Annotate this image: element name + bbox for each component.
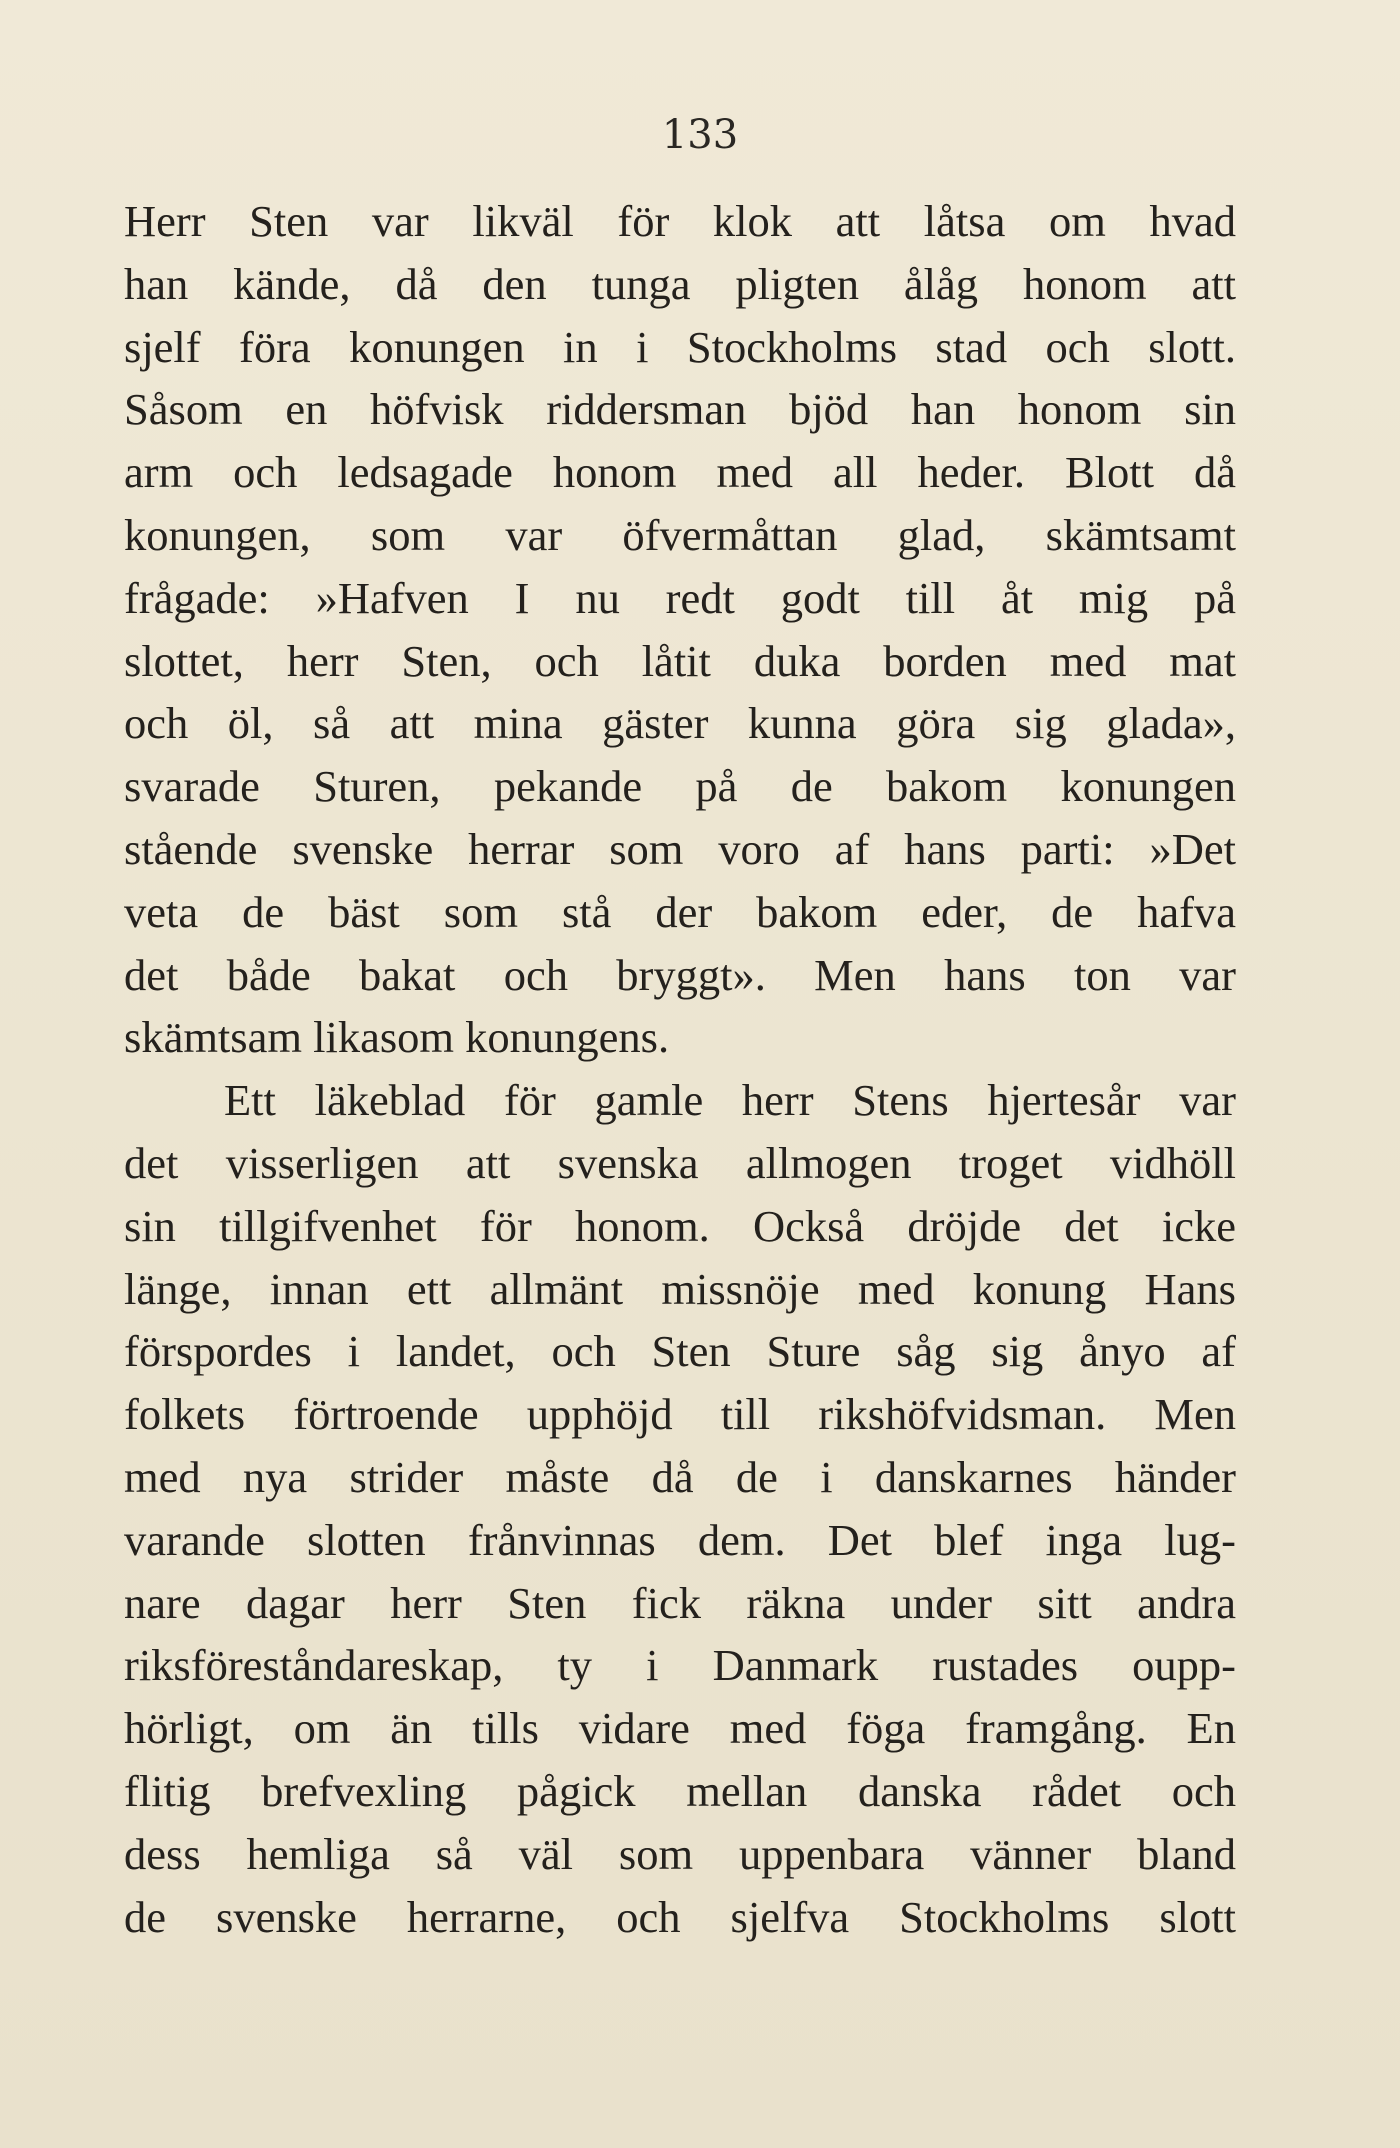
text-line: flitig brefvexling pågick mellan danska rådet och bbox=[124, 1765, 1236, 1816]
text-line: hörligt, om än tills vidare med föga framgång. En bbox=[124, 1703, 1236, 1754]
text-line: folkets förtroende upphöjd till rikshöfvidsman. Men bbox=[124, 1389, 1236, 1440]
text-line: han kände, då den tunga pligten ålåg honom att bbox=[124, 258, 1236, 309]
body-text bbox=[124, 190, 1236, 1948]
text-line: riksföreståndareskap, ty i Danmark rustades oupp- bbox=[124, 1640, 1236, 1691]
page-number: 133 bbox=[661, 112, 739, 158]
text-line: svarade Sturen, pekande på de bakom konungen bbox=[124, 761, 1236, 812]
text-line: arm och ledsagade honom med all heder. Blott då bbox=[124, 447, 1236, 498]
text-line: Herr Sten var likväl för klok att låtsa om hvad bbox=[124, 196, 1236, 246]
text-line: varande slotten frånvinnas dem. Det blef inga lug- bbox=[124, 1514, 1236, 1565]
text-line: Såsom en höfvisk riddersman bjöd han honom sin bbox=[124, 384, 1236, 435]
paragraph-1 bbox=[124, 190, 1236, 1069]
text-line: slottet, herr Sten, och låtit duka borden med mat bbox=[124, 635, 1236, 686]
text-line: med nya strider måste då de i danskarnes händer bbox=[124, 1451, 1236, 1502]
text-line: skämtsam likasom konungens. bbox=[124, 1012, 670, 1063]
text-line: det både bakat och bryggt». Men hans ton var bbox=[124, 949, 1236, 1000]
text-line: konungen, som var öfvermåttan glad, skämtsamt bbox=[124, 509, 1236, 560]
text-line: stående svenske herrar som voro af hans parti: »Det bbox=[124, 823, 1236, 874]
text-line: och öl, så att mina gäster kunna göra sig glada», bbox=[124, 698, 1236, 749]
text-line: sjelf föra konungen in i Stockholms stad och slott. bbox=[124, 321, 1236, 372]
text-line: nare dagar herr Sten fick räkna under sitt andra bbox=[124, 1577, 1236, 1628]
text-line: dess hemliga så väl som uppenbara vänner bland bbox=[124, 1828, 1236, 1879]
text-line: veta de bäst som stå der bakom eder, de hafva bbox=[124, 886, 1236, 937]
paragraph-2 bbox=[124, 1069, 1236, 1948]
text-line: Ett läkeblad för gamle herr Stens hjertesår var bbox=[224, 1075, 1236, 1126]
text-line: länge, innan ett allmänt missnöje med konung Hans bbox=[124, 1263, 1236, 1314]
text-line: det visserligen att svenska allmogen troget vidhöll bbox=[124, 1137, 1236, 1188]
text-line: sin tillgifvenhet för honom. Också dröjde det icke bbox=[124, 1200, 1236, 1251]
text-line: frågade: »Hafven I nu redt godt till åt mig på bbox=[124, 572, 1236, 623]
text-line: förspordes i landet, och Sten Sture såg sig ånyo af bbox=[124, 1326, 1236, 1377]
text-line: de svenske herrarne, och sjelfva Stockholms slott bbox=[124, 1891, 1236, 1942]
